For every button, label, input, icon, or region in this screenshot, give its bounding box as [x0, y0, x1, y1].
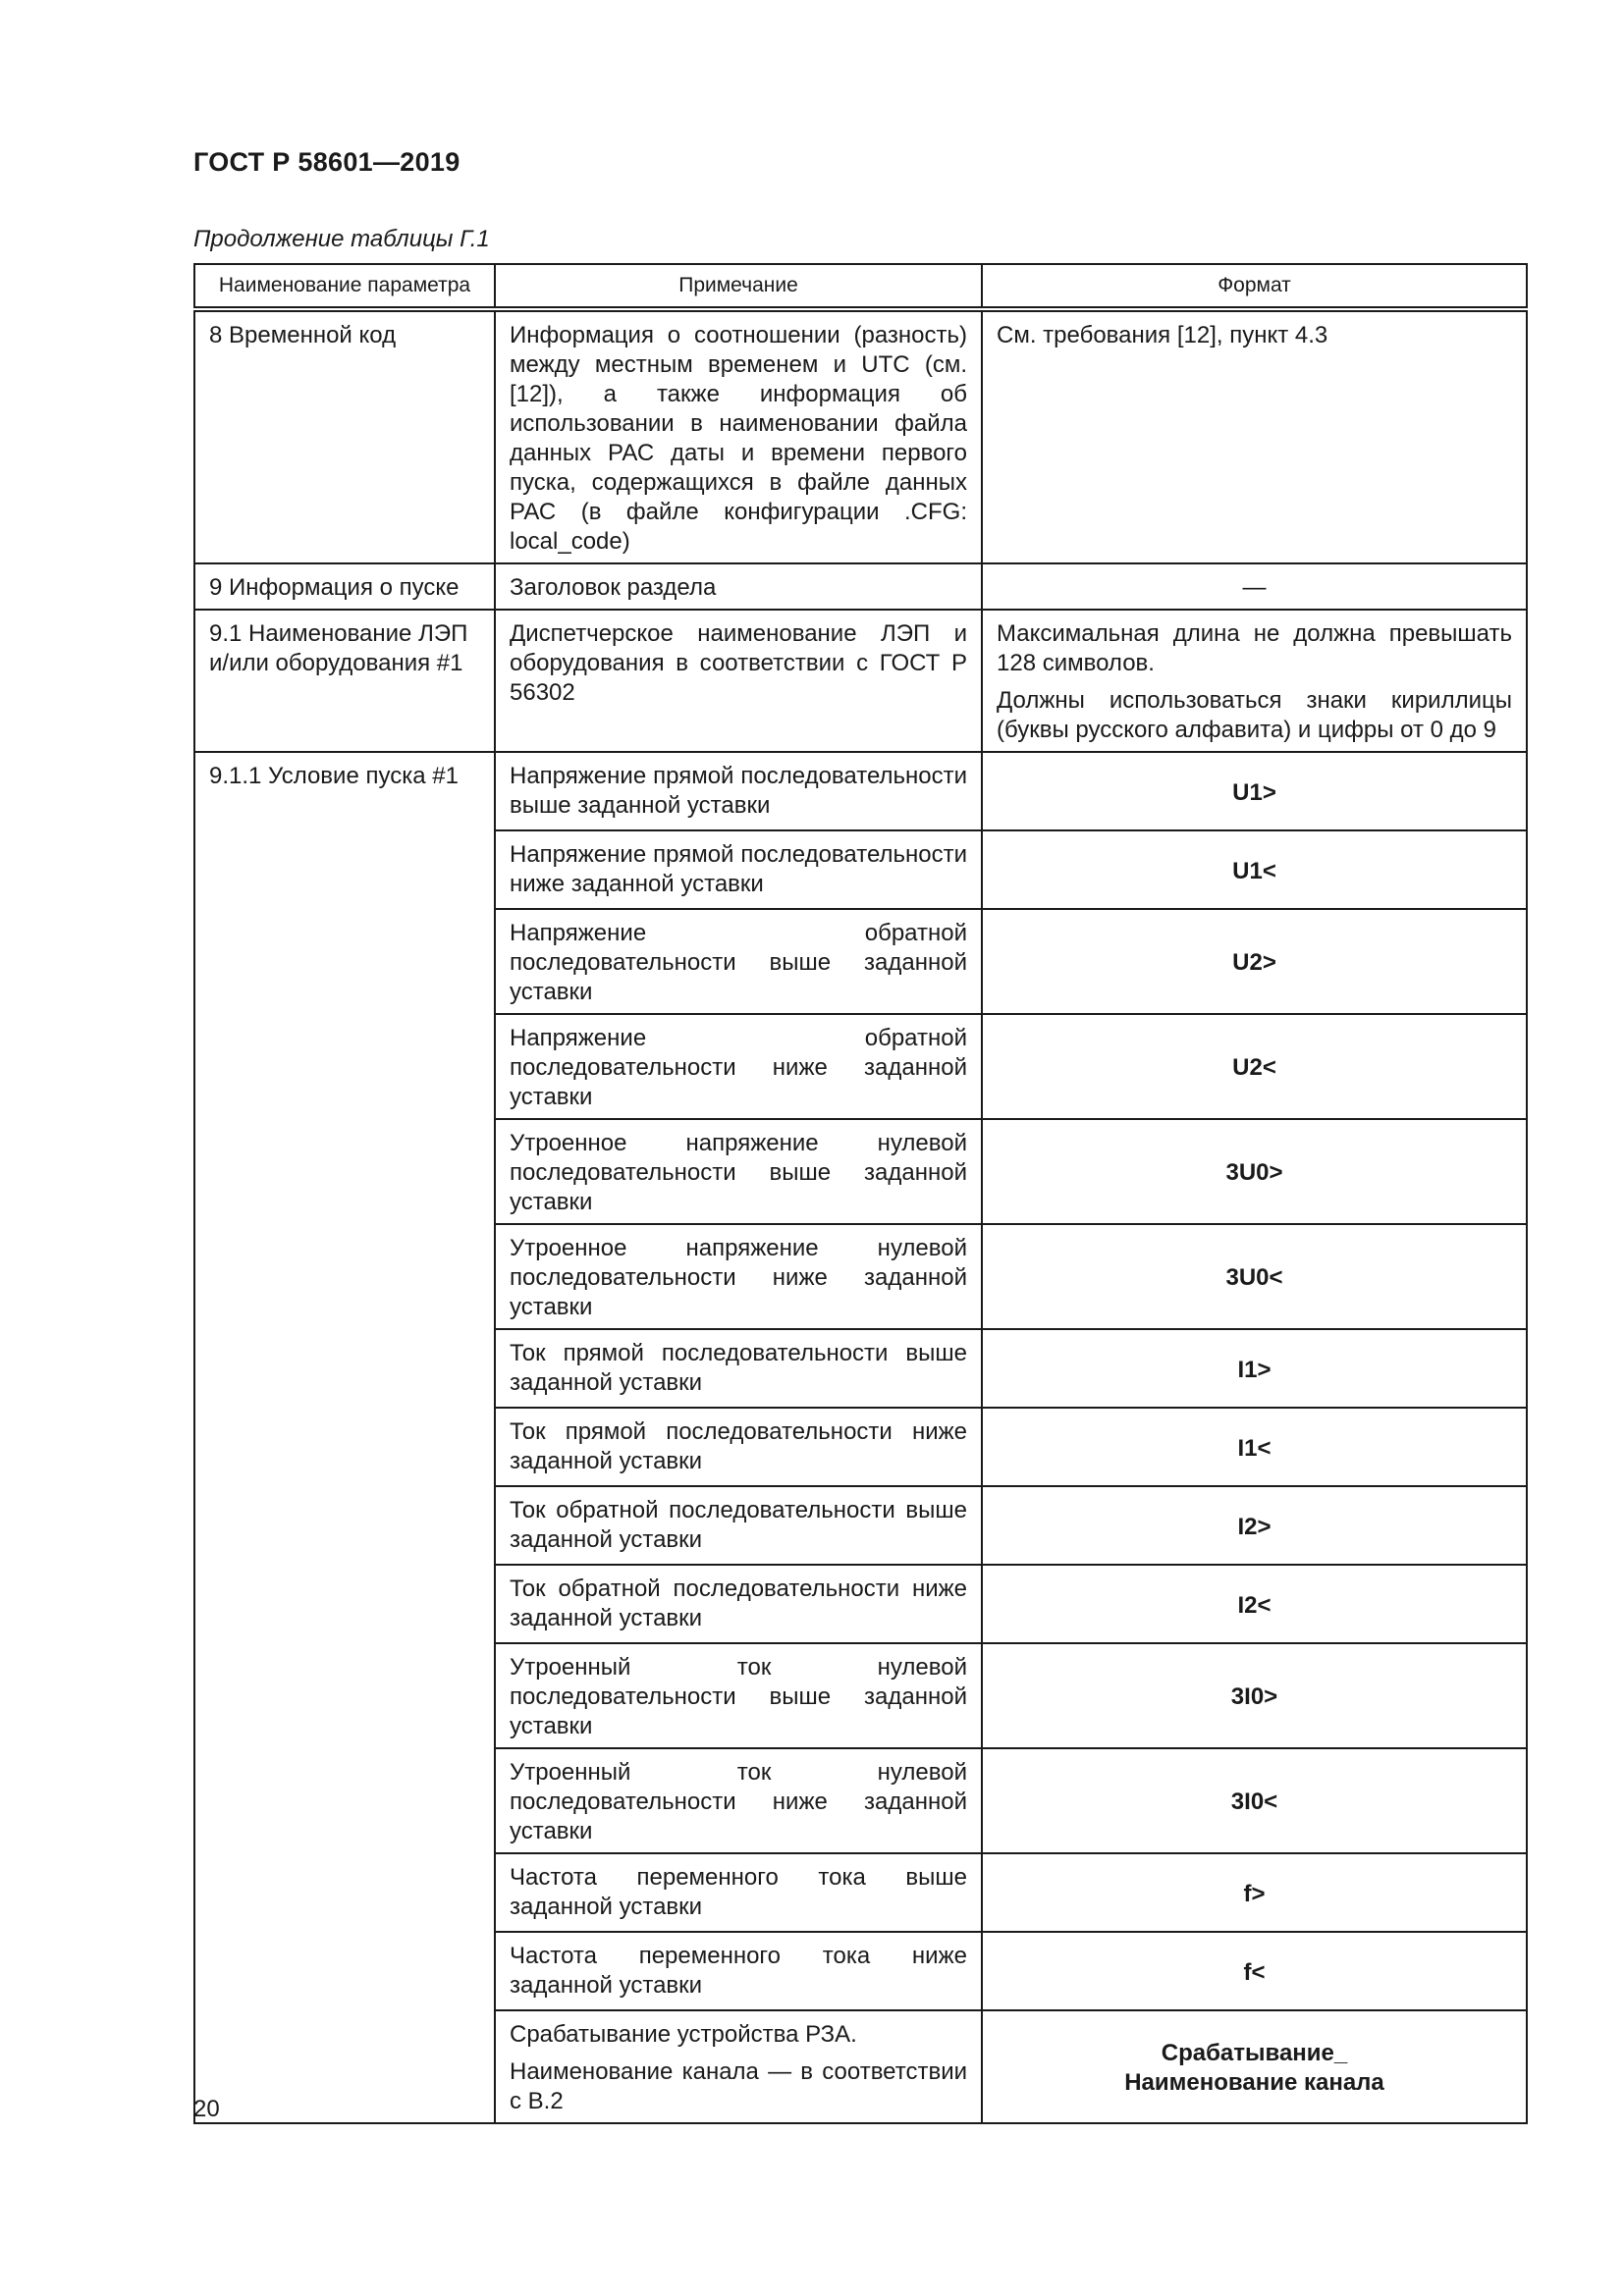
note-cell: Напряжение обратной последовательности выше заданной уставки: [495, 909, 982, 1014]
format-cell: I2<: [982, 1565, 1527, 1643]
column-header-parameter: Наименование параметра: [194, 264, 495, 309]
column-header-format: Формат: [982, 264, 1527, 309]
note-cell: Напряжение обратной последовательности ниже заданной уставки: [495, 1014, 982, 1119]
page-number: 20: [193, 2096, 220, 2122]
note-cell: Напряжение прямой последовательности выше заданной уставки: [495, 752, 982, 830]
note-cell: Ток прямой последовательности ниже заданной уставки: [495, 1408, 982, 1486]
note-cell: Ток обратной последовательности ниже заданной уставки: [495, 1565, 982, 1643]
format-cell: 3I0<: [982, 1748, 1527, 1853]
note-cell: Утроенное напряжение нулевой последовательности выше заданной уставки: [495, 1119, 982, 1224]
format-cell: U2<: [982, 1014, 1527, 1119]
note-paragraph: Срабатывание устройства РЗА.: [510, 2021, 857, 2048]
note-cell: Информация о соотношении (разность) между местным временем и UTC (см. [12]), а также информация об использовании в наименовании файла данных РАС даты и времени первого пуска, содержащихся в файле данных РАС (в файле конфигурации .CFG: local_code): [495, 309, 982, 563]
table-row: [194, 563, 1527, 610]
format-cell: f>: [982, 1853, 1527, 1932]
parameters-table: [193, 263, 1528, 2124]
param-cell: 9 Информация о пуске: [194, 563, 495, 610]
format-cell: U1>: [982, 752, 1527, 830]
note-cell: Утроенное напряжение нулевой последовательности ниже заданной уставки: [495, 1224, 982, 1329]
note-cell: Ток прямой последовательности выше заданной уставки: [495, 1329, 982, 1408]
format-cell: 3U0>: [982, 1119, 1527, 1224]
format-cell: См. требования [12], пункт 4.3: [982, 309, 1527, 563]
format-cell: [982, 610, 1527, 752]
table-row: [194, 610, 1527, 752]
note-cell: Заголовок раздела: [495, 563, 982, 610]
format-line: Срабатывание_: [1161, 2040, 1348, 2066]
format-cell: I1<: [982, 1408, 1527, 1486]
note-cell: Ток обратной последовательности выше заданной уставки: [495, 1486, 982, 1565]
table-row: [194, 309, 1527, 563]
format-cell: 3I0>: [982, 1643, 1527, 1748]
note-cell: Утроенный ток нулевой последовательности ниже заданной уставки: [495, 1748, 982, 1853]
format-cell: U2>: [982, 909, 1527, 1014]
note-cell: [495, 2010, 982, 2123]
format-cell: 3U0<: [982, 1224, 1527, 1329]
note-cell: Утроенный ток нулевой последовательности выше заданной уставки: [495, 1643, 982, 1748]
note-cell: Диспетчерское наименование ЛЭП и оборудования в соответствии с ГОСТ Р 56302: [495, 610, 982, 752]
note-cell: Частота переменного тока ниже заданной уставки: [495, 1932, 982, 2010]
format-cell: U1<: [982, 830, 1527, 909]
format-cell: f<: [982, 1932, 1527, 2010]
format-cell: I2>: [982, 1486, 1527, 1565]
format-cell: —: [982, 563, 1527, 610]
note-cell: Напряжение прямой последовательности ниже заданной уставки: [495, 830, 982, 909]
param-cell: 8 Временной код: [194, 309, 495, 563]
param-cell: 9.1.1 Условие пуска #1: [194, 752, 495, 2123]
format-cell: [982, 2010, 1527, 2123]
format-line: Наименование канала: [1124, 2069, 1384, 2096]
note-cell: Частота переменного тока выше заданной уставки: [495, 1853, 982, 1932]
param-cell: 9.1 Наименование ЛЭП и/или оборудования #1: [194, 610, 495, 752]
table-row: [194, 752, 1527, 830]
format-paragraph: Должны использоваться знаки кириллицы (буквы русского алфавита) и цифры от 0 до 9: [997, 687, 1512, 743]
format-paragraph: Максимальная длина не должна превышать 128 символов.: [997, 620, 1512, 676]
note-paragraph: Наименование канала — в соответствии с В.2: [510, 2058, 967, 2114]
column-header-note: Примечание: [495, 264, 982, 309]
table-caption: Продолжение таблицы Г.1: [193, 226, 490, 252]
table-header-row: [194, 264, 1527, 309]
document-header: ГОСТ Р 58601—2019: [193, 147, 460, 177]
format-cell: I1>: [982, 1329, 1527, 1408]
